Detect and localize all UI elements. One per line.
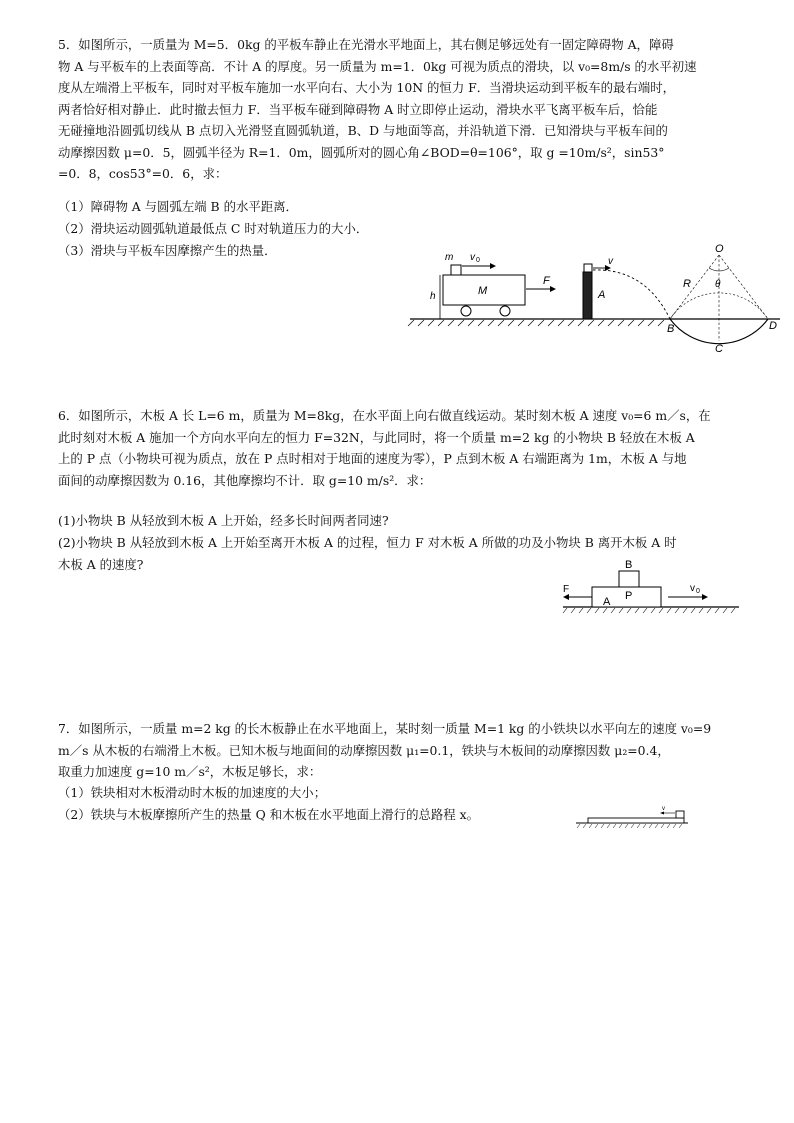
q7-sub2: （2）铁块与木板摩擦所产生的热量 Q 和木板在水平地面上滑行的总路程 x。 (58, 807, 479, 822)
q6-ground-hatch (563, 608, 735, 613)
q5-label-B: B (667, 323, 675, 335)
q5-arrow-v0-head (490, 263, 496, 269)
q5-sub3: （3）滑块与平板车因摩擦产生的热量． (58, 243, 277, 258)
q5-line: 5．如图所示，一质量为 M=5．0kg 的平板车静止在光滑水平地面上，其右侧足够远处有一固定障碍物 A，障碍 (58, 37, 674, 52)
q6-sub2-line2: 木板 A 的速度? (58, 557, 144, 572)
q5-label-v0: v (470, 252, 475, 263)
q6-sub2-line1: (2)小物块 B 从轻放到木板 A 上开始至离开木板 A 的过程，恒力 F 对木板 A 所做的功及小物块 B 离开木板 A 时 (58, 535, 677, 550)
q5-radius-OB (670, 255, 719, 319)
q5-label-F: F (543, 275, 550, 287)
q5-line: 无碰撞地沿圆弧切线从 B 点切入光滑竖直圆弧轨道，B、D 与地面等高，并沿轨道下滑．已知滑块与平板车间的 (58, 123, 668, 138)
q5-radius-OD (719, 255, 768, 319)
q5-ground-hatch (408, 320, 664, 326)
q6-label-P: P (625, 590, 633, 602)
q5-label-A: A (598, 289, 606, 301)
q5-stem (58, 34, 748, 185)
q5-obstacle-A (583, 272, 592, 319)
q5-label-v: v (608, 256, 613, 267)
q6-line: 此时刻对木板 A 施加一个方向水平向左的恒力 F=32N，与此同时，将一个质量 m=2 kg 的小物块 B 轻放在木板 A (58, 429, 695, 445)
q5-line: 物 A 与平板车的上表面等高．不计 A 的厚度。另一质量为 m=1．0kg 可视为质点的滑块，以 v₀=8m/s 的水平初速 (58, 58, 697, 74)
q5-label-h: h (430, 291, 436, 302)
q5-label-C: C (715, 343, 723, 355)
q6-label-F: F (563, 584, 570, 595)
q7-figure (574, 800, 690, 832)
q6-label-B: B (625, 559, 633, 571)
q5-line: 度从左端滑上平板车，同时对平板车施加一水平向右、大小为 10N 的恒力 F．当滑块运动到平板车的最右端时， (58, 80, 675, 95)
q7-ground-hatch (577, 824, 682, 828)
q5-label-theta: θ (715, 279, 721, 290)
q6-sub1: (1)小物块 B 从轻放到木板 A 上开始，经多长时间两者同速? (58, 513, 389, 528)
q7-line: 取重力加速度 g=10 m／s²，木板足够长，求： (58, 764, 322, 779)
q5-arrow-F-head (550, 286, 556, 292)
q5-line: =0．8，cos53°=0．6，求： (58, 166, 228, 181)
q5-line: 两者恰好相对静止．此时撤去恒力 F．当平板车碰到障碍物 A 时立即停止运动，滑块水平飞离平板车后，恰能 (58, 101, 658, 117)
q6-line: 6．如图所示，木板 A 长 L=6 m，质量为 M=8kg，在水平面上向右做直线运动。某时刻木板 A 速度 v₀=6 m／s，在 (58, 408, 711, 423)
q5-figure (400, 240, 790, 355)
q6-line: 上的 P 点（小物块可视为质点，放在 P 点时相对于地面的速度为零），P 点到木板 A 右端距离为 1m，木板 A 与地 (58, 451, 687, 466)
q7-label-v0: v (662, 806, 665, 812)
q6-label-v0: v (690, 583, 695, 594)
q5-cart-wheel (500, 306, 510, 316)
q5-label-D: D (769, 320, 777, 332)
q5-block-m (451, 265, 461, 275)
q5-label-M: M (478, 285, 488, 297)
q6-block-B (619, 571, 639, 587)
q5-sub1: （1）障碍物 A 与圆弧左端 B 的水平距离． (58, 199, 298, 214)
q6-label-v0-sub: 0 (696, 588, 700, 595)
q5-block-top (584, 264, 592, 272)
q5-label-O: O (715, 243, 724, 255)
q6-arrow-v0-head (702, 594, 708, 600)
q5-cart-wheel (461, 306, 471, 316)
q7-line: 7．如图所示，一质量 m=2 kg 的长木板静止在水平地面上，某时刻一质量 M=1 kg 的小铁块以水平向左的速度 v₀=9 (58, 721, 712, 736)
q7-line: m／s 从木板的右端滑上木板。已知木板与地面间的动摩擦因数 μ₁=0.1，铁块与木板间的动摩擦因数 μ₂=0.4， (58, 742, 670, 758)
q7-iron-block (676, 811, 684, 818)
q7-sub1: （1）铁块相对木板滑动时木板的加速度的大小； (58, 785, 327, 800)
q5-line: 动摩擦因数 μ=0．5，圆弧半径为 R=1．0m，圆弧所对的圆心角∠BOD=θ=106°，取 g =10m/s²，sin53° (58, 144, 665, 160)
q6-figure (555, 555, 745, 617)
q5-label-v0-sub: 0 (476, 257, 480, 264)
q5-sub2: （2）滑块运动圆弧轨道最低点 C 时对轨道压力的大小． (58, 221, 369, 236)
q5-label-R: R (683, 278, 691, 290)
q6-line: 面间的动摩擦因数为 0.16，其他摩擦均不计．取 g=10 m/s²．求： (58, 472, 432, 488)
q5-label-m: m (445, 252, 454, 263)
q7-stem (58, 718, 748, 783)
q6-label-A: A (603, 596, 611, 608)
q6-stem (58, 405, 748, 491)
q7-long-board (588, 818, 684, 823)
